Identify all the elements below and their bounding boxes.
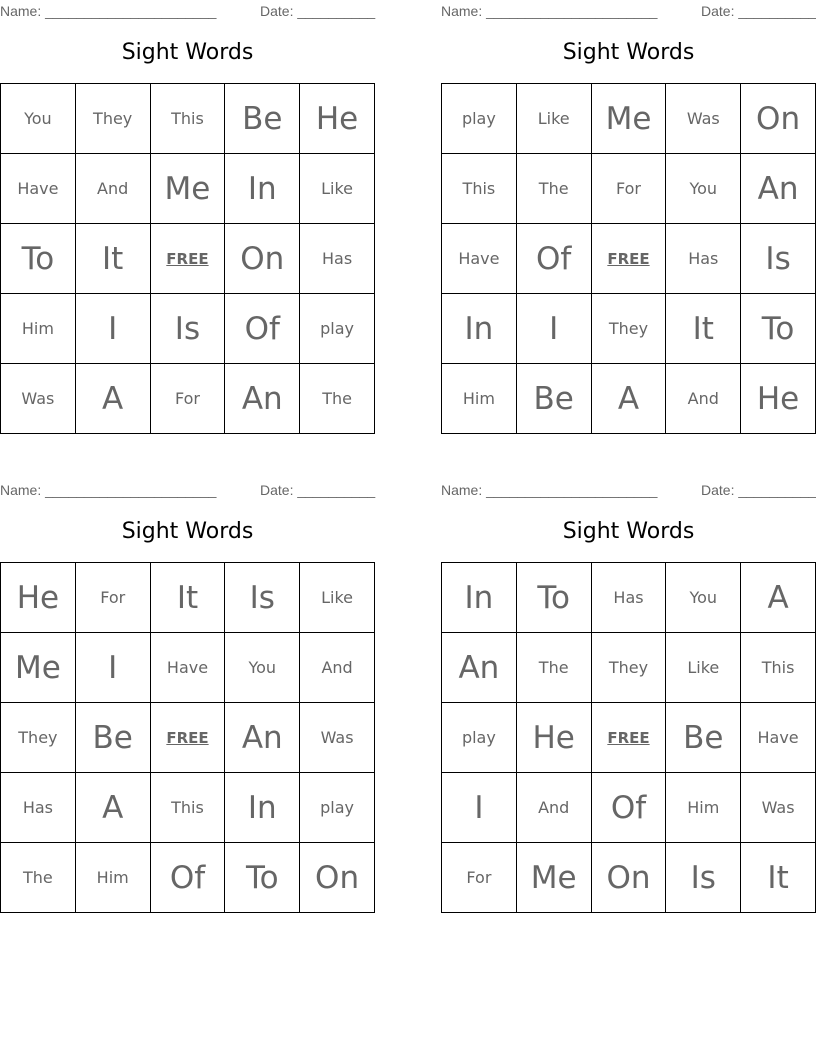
- grid-row: [1, 364, 375, 434]
- word-cell: A: [75, 773, 150, 843]
- word-cell: For: [75, 563, 150, 633]
- word-cell: Was: [666, 84, 741, 154]
- word-cell: It: [75, 224, 150, 294]
- word-cell: A: [75, 364, 150, 434]
- word-cell: It: [666, 294, 741, 364]
- word-cell: Like: [666, 633, 741, 703]
- word-cell: I: [75, 294, 150, 364]
- word-cell: On: [225, 224, 300, 294]
- word-cell: To: [741, 294, 816, 364]
- free-space: FREE: [591, 224, 666, 294]
- word-cell: You: [1, 84, 76, 154]
- card-title: Sight Words: [562, 40, 695, 65]
- word-cell: In: [442, 563, 517, 633]
- date-field[interactable]: Date: __________: [701, 3, 816, 19]
- card-title: Sight Words: [121, 40, 254, 65]
- word-cell: They: [75, 84, 150, 154]
- word-cell: Is: [150, 294, 225, 364]
- word-cell: I: [75, 633, 150, 703]
- grid-row: [1, 154, 375, 224]
- free-space: FREE: [150, 703, 225, 773]
- word-cell: The: [516, 633, 591, 703]
- grid-row: [442, 843, 816, 913]
- grid-row: [1, 633, 375, 703]
- grid-row: [442, 563, 816, 633]
- grid-row: [442, 773, 816, 843]
- word-cell: It: [741, 843, 816, 913]
- word-cell: They: [1, 703, 76, 773]
- name-field[interactable]: Name: ______________________: [0, 482, 217, 498]
- grid-row: [1, 294, 375, 364]
- word-cell: Like: [300, 154, 375, 224]
- word-cell: Is: [666, 843, 741, 913]
- word-cell: Has: [1, 773, 76, 843]
- word-cell: The: [516, 154, 591, 224]
- word-cell: This: [150, 84, 225, 154]
- bingo-grid: [0, 83, 375, 434]
- word-cell: This: [741, 633, 816, 703]
- grid-row: [1, 843, 375, 913]
- word-cell: Me: [1, 633, 76, 703]
- bingo-grid: [441, 83, 816, 434]
- card-title: Sight Words: [562, 519, 695, 544]
- word-cell: Me: [150, 154, 225, 224]
- word-cell: Was: [300, 703, 375, 773]
- grid-row: [442, 154, 816, 224]
- word-cell: It: [150, 563, 225, 633]
- word-cell: Of: [150, 843, 225, 913]
- word-cell: Be: [516, 364, 591, 434]
- word-cell: Is: [741, 224, 816, 294]
- grid-row: [1, 224, 375, 294]
- grid-row: [1, 703, 375, 773]
- word-cell: Of: [591, 773, 666, 843]
- word-cell: You: [666, 563, 741, 633]
- word-cell: And: [300, 633, 375, 703]
- word-cell: He: [300, 84, 375, 154]
- word-cell: Of: [225, 294, 300, 364]
- grid-row: [442, 224, 816, 294]
- word-cell: In: [225, 773, 300, 843]
- word-cell: Have: [741, 703, 816, 773]
- word-cell: Him: [1, 294, 76, 364]
- grid-row: [442, 364, 816, 434]
- word-cell: play: [442, 84, 517, 154]
- word-cell: And: [666, 364, 741, 434]
- word-cell: On: [591, 843, 666, 913]
- word-cell: To: [516, 563, 591, 633]
- word-cell: This: [150, 773, 225, 843]
- word-cell: In: [442, 294, 517, 364]
- word-cell: They: [591, 294, 666, 364]
- word-cell: Have: [150, 633, 225, 703]
- name-field[interactable]: Name: ______________________: [0, 3, 217, 19]
- date-field[interactable]: Date: __________: [260, 482, 376, 498]
- word-cell: Was: [741, 773, 816, 843]
- word-cell: To: [225, 843, 300, 913]
- word-cell: An: [225, 703, 300, 773]
- word-cell: You: [666, 154, 741, 224]
- word-cell: Is: [225, 563, 300, 633]
- date-field[interactable]: Date: __________: [701, 482, 816, 498]
- word-cell: Him: [75, 843, 150, 913]
- word-cell: In: [225, 154, 300, 224]
- word-cell: Have: [442, 224, 517, 294]
- word-cell: An: [741, 154, 816, 224]
- word-cell: Him: [666, 773, 741, 843]
- word-cell: play: [300, 773, 375, 843]
- word-cell: play: [300, 294, 375, 364]
- word-cell: This: [442, 154, 517, 224]
- word-cell: They: [591, 633, 666, 703]
- word-cell: He: [741, 364, 816, 434]
- word-cell: The: [300, 364, 375, 434]
- grid-row: [442, 294, 816, 364]
- word-cell: Him: [442, 364, 517, 434]
- word-cell: For: [591, 154, 666, 224]
- word-cell: For: [150, 364, 225, 434]
- word-cell: Has: [666, 224, 741, 294]
- word-cell: A: [741, 563, 816, 633]
- word-cell: I: [442, 773, 517, 843]
- free-space: FREE: [591, 703, 666, 773]
- grid-row: [442, 633, 816, 703]
- word-cell: Was: [1, 364, 76, 434]
- grid-row: [442, 84, 816, 154]
- word-cell: He: [516, 703, 591, 773]
- word-cell: An: [442, 633, 517, 703]
- word-cell: I: [516, 294, 591, 364]
- word-cell: For: [442, 843, 517, 913]
- word-cell: play: [442, 703, 517, 773]
- grid-row: [1, 563, 375, 633]
- word-cell: An: [225, 364, 300, 434]
- word-cell: Be: [225, 84, 300, 154]
- word-cell: Like: [516, 84, 591, 154]
- word-cell: A: [591, 364, 666, 434]
- word-cell: He: [1, 563, 76, 633]
- word-cell: Like: [300, 563, 375, 633]
- word-cell: On: [300, 843, 375, 913]
- free-space: FREE: [150, 224, 225, 294]
- grid-row: [1, 773, 375, 843]
- word-cell: The: [1, 843, 76, 913]
- grid-row: [1, 84, 375, 154]
- word-cell: On: [741, 84, 816, 154]
- word-cell: And: [75, 154, 150, 224]
- bingo-grid: [0, 562, 375, 913]
- word-cell: And: [516, 773, 591, 843]
- word-cell: Has: [300, 224, 375, 294]
- word-cell: You: [225, 633, 300, 703]
- word-cell: To: [1, 224, 76, 294]
- word-cell: Me: [591, 84, 666, 154]
- name-field[interactable]: Name: ______________________: [441, 3, 658, 19]
- word-cell: Be: [75, 703, 150, 773]
- card-title: Sight Words: [121, 519, 254, 544]
- word-cell: Of: [516, 224, 591, 294]
- word-cell: Me: [516, 843, 591, 913]
- bingo-grid: [441, 562, 816, 913]
- grid-row: [442, 703, 816, 773]
- word-cell: Has: [591, 563, 666, 633]
- date-field[interactable]: Date: __________: [260, 3, 376, 19]
- name-field[interactable]: Name: ______________________: [441, 482, 658, 498]
- word-cell: Have: [1, 154, 76, 224]
- word-cell: Be: [666, 703, 741, 773]
